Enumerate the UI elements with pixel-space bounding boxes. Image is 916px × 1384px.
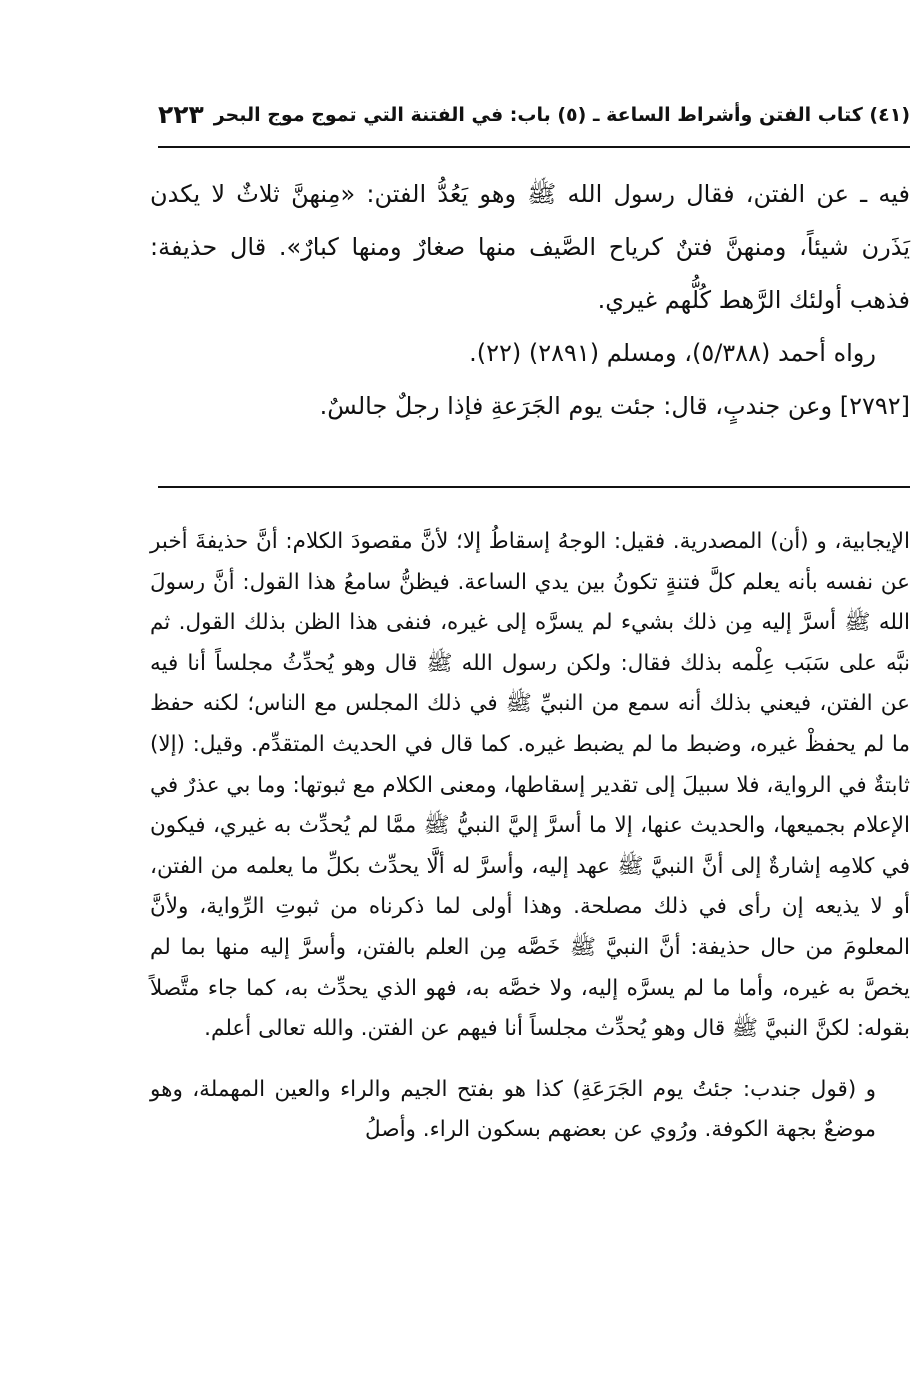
hadith-text: فيه ـ عن الفتن، فقال رسول الله ﷺ وهو يَعُدُّ الفتن: «مِنهنَّ ثلاثٌ لا يكدن يَذَرن شيئاً، ومنهنَّ فتنٌ كرياح الصَّيف منها صغارٌ ومنها كبارٌ». قال حذيفة: فذهب أولئك الرَّهط كُلُّهم غيري.	[150, 180, 910, 314]
commentary-paragraph-1: الإيجابية، و (أن) المصدرية. فقيل: الوجهُ إسقاطُ إلا؛ لأنَّ مقصودَ الكلام: أنَّ حذيفةَ أخبر عن نفسه بأنه يعلم كلَّ فتنةٍ تكونُ بين يدي الساعة. فيظنُّ سامعُ هذا القول: أنَّ رسولَ الله ﷺ أسرَّ إليه مِن ذلك بشيء لم يسرَّه إلى غيره، فنفى هذا الظن بذلك القول. ثم نبَّه على سَبَب عِلْمه بذلك فقال: ولكن رسول الله ﷺ قال وهو يُحدِّثُ مجلساً أنا فيه عن الفتن، فيعني بذلك أنه سمع من النبيِّ ﷺ في ذلك المجلس مع الناس؛ لكنه حفظ ما لم يحفظْ غيره، وضبط ما لم يضبط غيره. كما قال في الحديث المتقدِّم. وقيل: (إلا) ثابتةٌ في الرواية، فلا سبيلَ إلى تقدير إسقاطها، ومعنى الكلام مع ثبوتها: وما بي عذرٌ في الإعلام بجميعها، والحديث عنها، إلا ما أسرَّ إليَّ النبيُّ ﷺ ممَّا لم يُحدِّث به غيري، فيكون في كلامِه إشارةٌ إلى أنَّ النبيَّ ﷺ عهد إليه، وأسرَّ له ألَّا يحدِّث بكلِّ ما يعلمه من الفتن، أو لا يذيعه إن رأى في ذلك مصلحة. وهذا أولى لما ذكرناه من ثبوتِ الرِّواية، ولأنَّ المعلومَ من حال حذيفة: أنَّ النبيَّ ﷺ خَصَّه مِن العلم بالفتن، وأسرَّ إليه منها بما لم يخصَّ به غيره، وأما ما لم يسرَّه إليه، ولا خصَّه به، فهو الذي يحدِّث به، كما جاء متَّصلاً بقوله: لكنَّ النبيَّ ﷺ قال وهو يُحدِّث مجلساً أنا فيهم عن الفتن. والله تعالى أعلم.	[150, 529, 910, 1042]
hadith-text-block	[150, 168, 910, 433]
running-header	[158, 98, 910, 138]
hadith-narration: رواه أحمد (٥/٣٨٨)، ومسلم (٢٨٩١) (٢٢).	[469, 339, 876, 367]
commentary-paragraph-2: و (قول جندب: جئتُ يوم الجَرَعَةِ) كذا هو بفتح الجيم والراء والعين المهملة، وهو موضعٌ بجهة الكوفة. ورُوي عن بعضهم بسكون الراء. وأصلُ	[150, 1076, 876, 1143]
header-rule	[158, 146, 910, 148]
commentary-block	[150, 522, 910, 1151]
next-hadith-opening: [٢٧٩٢] وعن جندبٍ، قال: جئت يوم الجَرَعةِ فإذا رجلٌ جالسٌ.	[319, 392, 910, 420]
header-title: (٤١) كتاب الفتن وأشراط الساعة ـ (٥) باب: في الفتنة التي تموج موج البحر	[213, 104, 910, 126]
page-number: ٢٢٣	[158, 100, 204, 129]
commentary-separator	[158, 486, 910, 488]
